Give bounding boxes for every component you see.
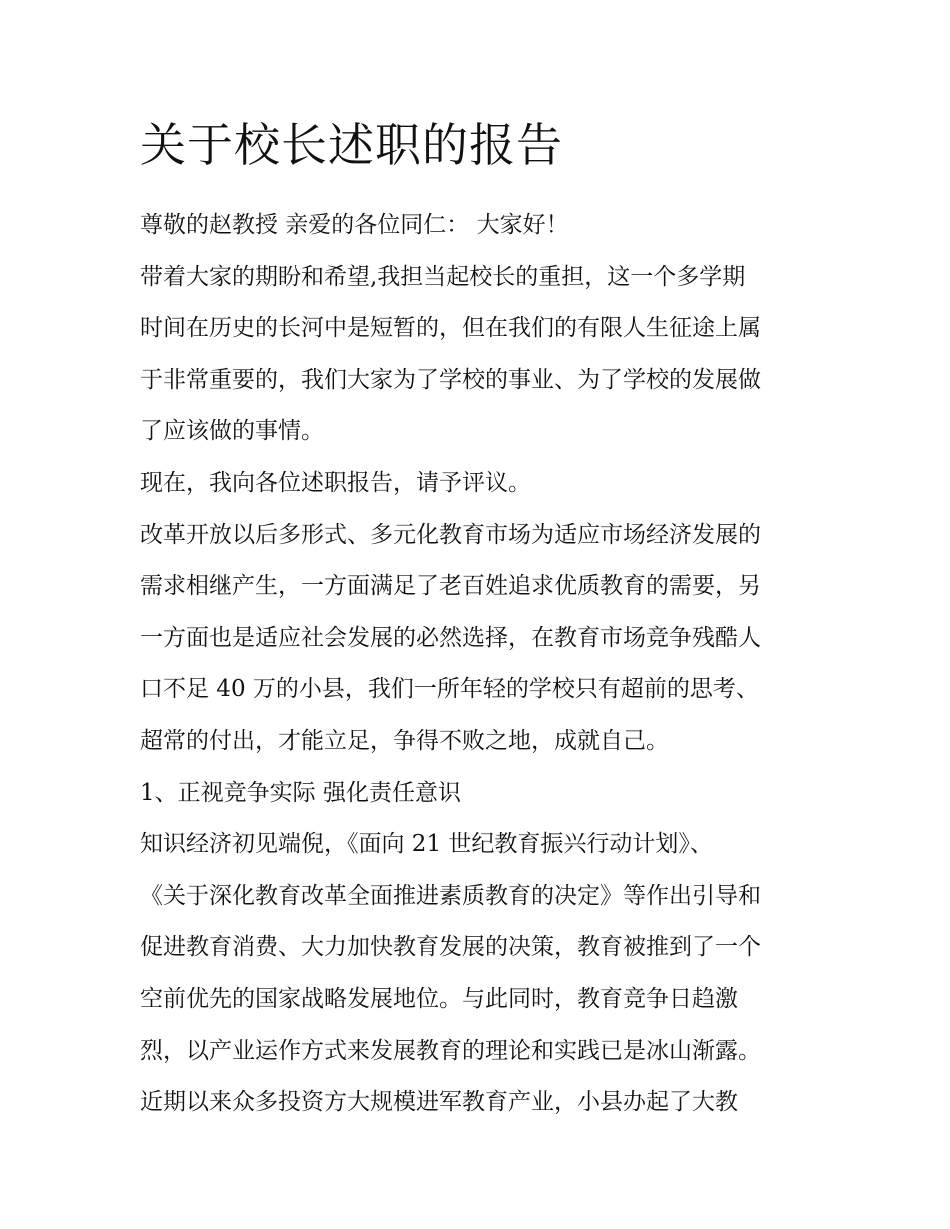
paragraph-line: 口不足 40 万的小县，我们一所年轻的学校只有超前的思考、 [140,676,759,703]
paragraph-line: 时间在历史的长河中是短暂的，但在我们的有限人生征途上属 [140,315,761,342]
paragraph-line: 知识经济初见端倪，《面向 21 世纪教育振兴行动计划》、 [140,831,713,858]
paragraph-line: 现在，我向各位述职报告，请予评议。 [140,469,531,496]
paragraph-line: 近期以来众多投资方大规模进军教育产业，小县办起了大教 [140,1089,738,1116]
paragraph-line: 烈，以产业运作方式来发展教育的理论和实践已是冰山渐露。 [140,1037,761,1064]
section-heading: 1、正视竞争实际 强化责任意识 [140,779,461,806]
paragraph-line: 带着大家的期盼和希望,我担当起校长的重担，这一个多学期 [140,263,746,290]
paragraph-line: 《关于深化教育改革全面推进素质教育的决定》等作出引导和 [140,882,761,909]
paragraph-line: 了应该做的事情。 [140,418,324,445]
document-body [140,200,820,1129]
paragraph-line: 促进教育消费、大力加快教育发展的决策，教育被推到了一个 [140,934,761,961]
paragraph-line: 空前优先的国家战略发展地位。与此同时，教育竞争日趋激 [140,985,738,1012]
salutation-line: 尊敬的赵教授 亲爱的各位同仁： 大家好！ [140,212,569,238]
paragraph-line: 超常的付出，才能立足，争得不败之地，成就自己。 [140,727,669,754]
paragraph-line: 需求相继产生，一方面满足了老百姓追求优质教育的需要，另 [140,573,761,600]
paragraph-line: 于非常重要的，我们大家为了学校的事业、为了学校的发展做 [140,366,761,393]
paragraph-line: 一方面也是适应社会发展的必然选择，在教育市场竞争残酷人 [140,624,761,651]
document-title: 关于校长述职的报告 [140,118,563,172]
paragraph-line: 改革开放以后多形式、多元化教育市场为适应市场经济发展的 [140,521,761,548]
